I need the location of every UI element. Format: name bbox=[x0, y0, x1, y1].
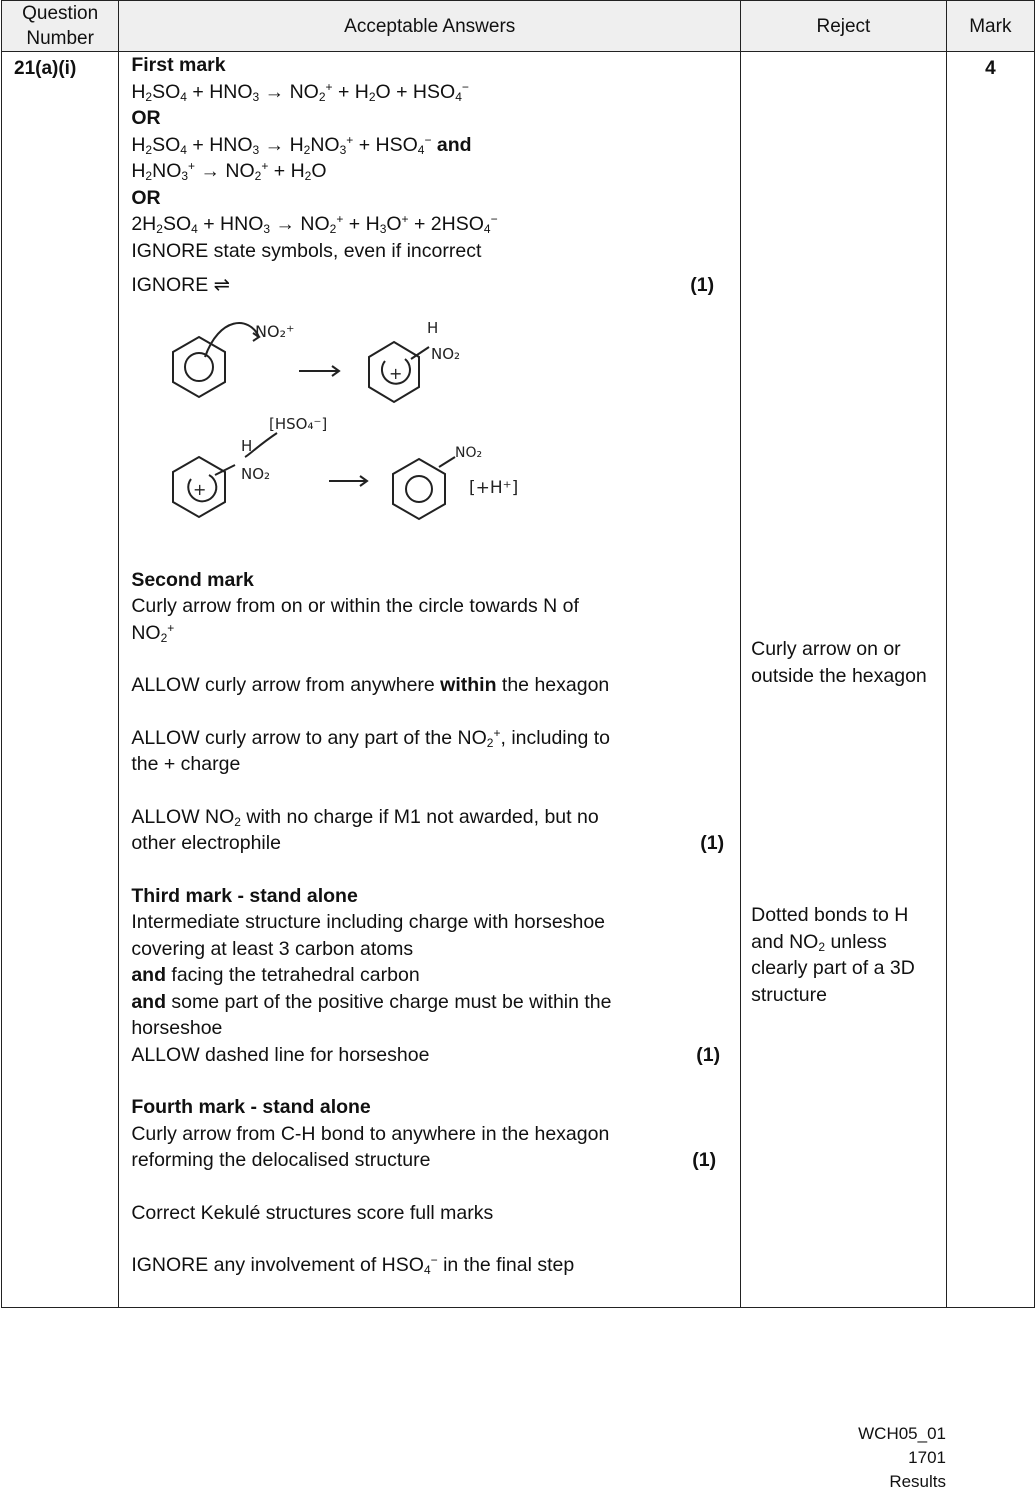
h-label-2: H bbox=[241, 436, 253, 455]
fourth-mark-reform-row: reforming the delocalised structure (1) bbox=[131, 1147, 732, 1174]
footer-label: Results bbox=[889, 1472, 946, 1491]
second-mark-allow-charge: the + charge bbox=[131, 753, 241, 775]
no2-label-1: NO₂ bbox=[431, 344, 461, 363]
third-mark-title: Third mark - stand alone bbox=[131, 884, 358, 907]
svg-text:+: + bbox=[193, 479, 207, 499]
no2-label-2: NO₂ bbox=[241, 464, 271, 483]
acceptable-answers-cell bbox=[119, 52, 741, 1308]
second-mark-allow-within: ALLOW curly arrow from anywhere within the hexagon bbox=[131, 674, 610, 696]
third-mark-l1: Intermediate structure including charge with horseshoe bbox=[131, 911, 606, 933]
equation-2: $H_2SO_4 + HNO_3 \to H_2NO_3^+ + HSO_4^-$ and bbox=[131, 132, 472, 157]
third-mark-l3: and facing the tetrahedral carbon bbox=[131, 964, 420, 986]
ignore-hso4-note: IGNORE any involvement of $HSO_4^-$ in the final step bbox=[131, 1253, 575, 1277]
equation-1: $H_2SO_4 + HNO_3 \to NO_2^+ + H_2O + HSO_4^-$ bbox=[131, 79, 469, 104]
second-mark-title: Second mark bbox=[131, 568, 254, 591]
hso4-label: [HSO₄⁻] bbox=[269, 414, 328, 433]
second-mark-no2-plus: $NO_2^+$ bbox=[131, 620, 175, 645]
second-mark-electrophile-row: other electrophile (1) bbox=[131, 830, 732, 857]
curly-arrow-icon bbox=[205, 323, 259, 357]
total-mark: 4 bbox=[946, 52, 1034, 1308]
equation-4: $2H_2SO_4 + HNO_3 \to NO_2^+ + H_3O^+ + 2HSO_4^-$ bbox=[131, 212, 498, 236]
equation-3: $H_2NO_3^+ \to NO_2^+ + H_2O$ bbox=[131, 159, 327, 183]
second-mark-allow-part: ALLOW curly arrow to any part of the $NO_2^+$, including to bbox=[131, 725, 610, 750]
answer-row bbox=[2, 52, 1035, 1308]
fourth-mark-title: Fourth mark - stand alone bbox=[131, 1096, 371, 1118]
third-mark-points: (1) bbox=[696, 1043, 721, 1066]
header-mark: Mark bbox=[946, 1, 1034, 52]
no2-label-3: NO₂ bbox=[455, 444, 483, 461]
svg-text:+: + bbox=[389, 363, 403, 383]
footer-code: WCH05_01 bbox=[858, 1424, 946, 1443]
reject-cell bbox=[741, 52, 947, 1308]
h-label-1: H bbox=[427, 318, 439, 337]
header-reject: Reject bbox=[741, 1, 947, 52]
benzene-ring-icon bbox=[173, 337, 225, 397]
first-mark-title: First mark bbox=[131, 54, 226, 76]
third-mark-l2: covering at least 3 carbon atoms bbox=[131, 937, 414, 960]
mark-scheme-table bbox=[1, 0, 1035, 1308]
second-mark-allow-nocharge: ALLOW $NO_2$ with no charge if M1 not awarded, but no bbox=[131, 805, 599, 829]
second-mark-line1: Curly arrow from on or within the circle towards N of bbox=[131, 595, 579, 617]
ignore-equilibrium-row bbox=[131, 272, 732, 299]
mechanism-diagram bbox=[149, 307, 569, 547]
h-plus-label: [+H⁺] bbox=[469, 477, 519, 498]
fourth-mark-l1: Curly arrow from C-H bond to anywhere in the hexagon bbox=[131, 1122, 610, 1145]
third-mark-l4: and some part of the positive charge must be within the bbox=[131, 990, 612, 1013]
and-word: and bbox=[436, 133, 472, 156]
arenium-intermediate-icon bbox=[173, 457, 235, 517]
or-2: OR bbox=[131, 186, 161, 209]
ignore-equilibrium: IGNORE ⇌ bbox=[131, 274, 231, 296]
reject-curly-arrow: Curly arrow on or outside the hexagon bbox=[751, 638, 927, 687]
ignore-state-symbols: IGNORE state symbols, even if incorrect bbox=[131, 239, 482, 262]
reject-dotted-bonds: Dotted bonds to H and $NO_2$ unless clearly part of a 3D structure bbox=[751, 904, 915, 1006]
fourth-mark-points: (1) bbox=[692, 1149, 717, 1171]
question-number: 21(a)(i) bbox=[2, 52, 119, 1308]
third-mark-l5: horseshoe bbox=[131, 1017, 223, 1039]
third-mark-dashed-row: ALLOW dashed line for horseshoe (1) bbox=[131, 1042, 732, 1069]
no2-plus-label: NO₂⁺ bbox=[255, 321, 295, 341]
second-mark-points: (1) bbox=[700, 832, 725, 854]
header-acceptable-answers: Acceptable Answers bbox=[119, 1, 741, 52]
nitrobenzene-icon bbox=[393, 457, 455, 519]
kekule-note: Correct Kekulé structures score full marks bbox=[131, 1201, 494, 1224]
header-question-number: Question Number bbox=[2, 1, 119, 52]
or-1: OR bbox=[131, 107, 161, 129]
arenium-intermediate-icon bbox=[369, 342, 429, 402]
footer-number: 1701 bbox=[908, 1448, 946, 1467]
header-row bbox=[2, 1, 1035, 52]
first-mark-points: (1) bbox=[690, 274, 715, 296]
page-footer bbox=[858, 1422, 946, 1494]
